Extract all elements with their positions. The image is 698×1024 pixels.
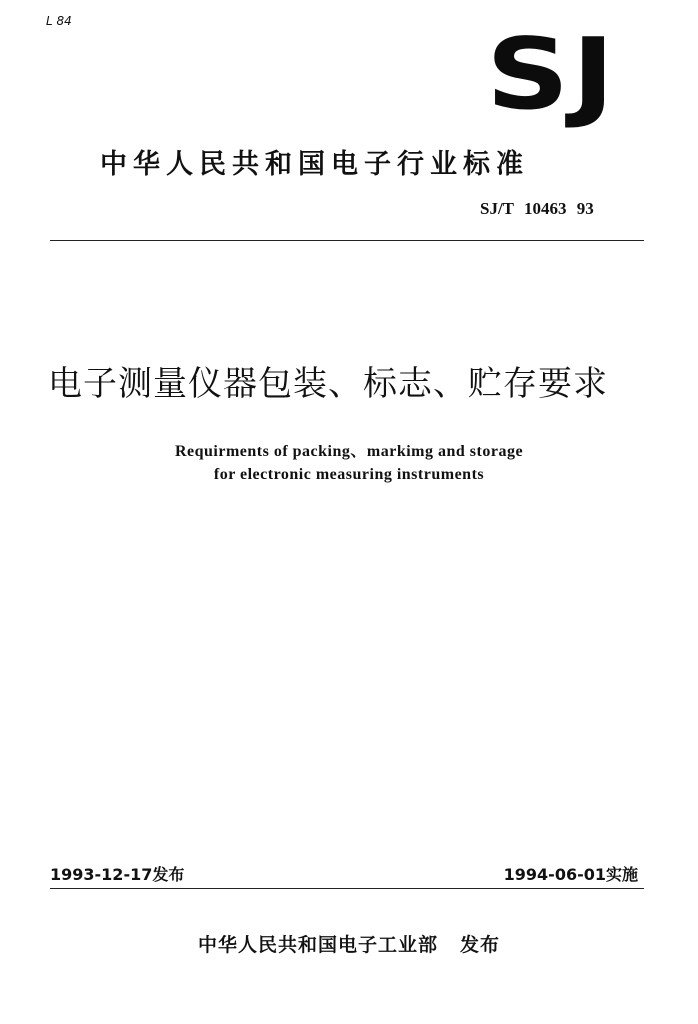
standard-number: SJ/T 10463 93 (480, 199, 594, 218)
document-title-en-line1: Requirments of packing、markimg and storage (174, 443, 524, 460)
effective-date: 1994-06-01实施 (503, 865, 638, 884)
issue-date: 1993-12-17发布 (50, 865, 185, 884)
issuer-line (0, 930, 698, 957)
sj-logo: SJ (486, 18, 618, 132)
top-divider (50, 240, 644, 241)
issuer-name: 中华人民共和国电子工业部 (197, 934, 438, 956)
document-title-zh: 电子测量仪器包装、标志、贮存要求 (48, 364, 608, 404)
industry-standard-heading: 中华人民共和国电子行业标准 (100, 149, 529, 180)
issuer-action: 发布 (460, 934, 501, 956)
corner-classification-code: L 84 (46, 14, 72, 28)
bottom-divider (50, 888, 644, 889)
document-title-en-line2: for electronic measuring instruments (213, 466, 485, 483)
